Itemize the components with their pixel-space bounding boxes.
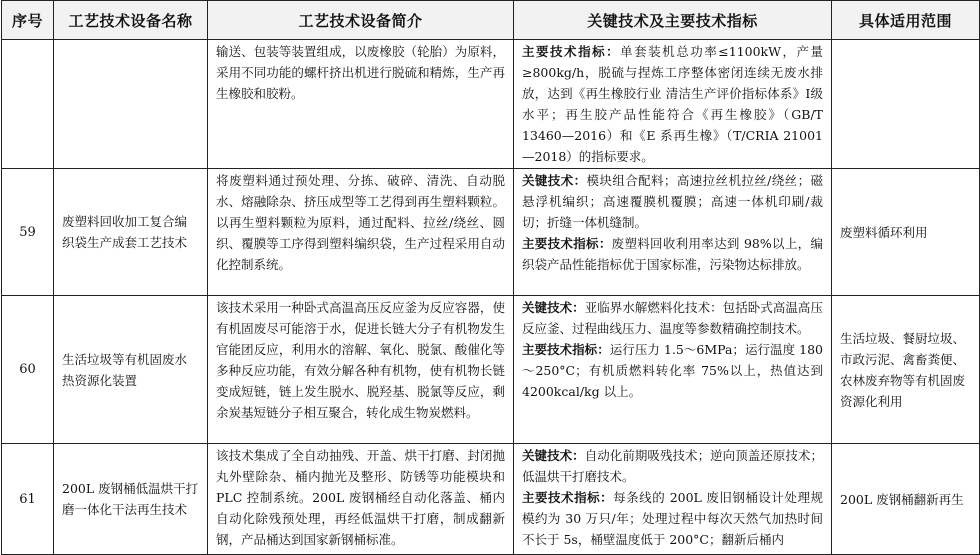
row-key-tech: [514, 444, 832, 555]
row-number: 60: [2, 296, 54, 444]
row-key-tech: [514, 296, 832, 444]
key-text: 自动化前期吸残技术；逆向顶盖还原技术；低温烘干打磨技术。: [522, 448, 823, 484]
table-row: [2, 169, 980, 296]
header-intro: 工艺技术设备简介: [208, 1, 514, 40]
key-label: 主要技术指标：: [522, 490, 614, 505]
key-text: 单套装机总功率≤1100kW，产量≥800kg/h，脱硫与捏炼工序整体密闭连续无废水排放，达到《再生橡胶行业 清洁生产评价指标体系》Ⅰ级水平；再生胶产品性能符合《再生橡胶》（GB/T 13460—2016）和《E 系再生橡》（T/CRIA 21001—2018）的指标要求。: [522, 44, 823, 164]
key-paragraph: [522, 170, 823, 233]
header-key-tech: 关键技术及主要技术指标: [514, 1, 832, 40]
key-paragraph: [522, 41, 823, 167]
row-scope: 废塑料循环利用: [832, 169, 980, 296]
table-row: [2, 444, 980, 555]
row-number: [2, 40, 54, 169]
row-name: 生活垃圾等有机固废水热资源化装置: [54, 296, 208, 444]
key-text: 废塑料回收利用率达到 98%以上，编织袋产品性能指标优于国家标准，污染物达标排放。: [522, 236, 823, 272]
table-row: [2, 40, 980, 169]
key-text: 亚临界水解燃料化技术：包括卧式高温高压反应釜、过程曲线压力、温度等参数精确控制技术。: [522, 300, 823, 336]
key-paragraph: [522, 233, 823, 275]
key-label: 关键技术：: [522, 448, 585, 463]
row-key-tech: [514, 169, 832, 296]
key-label: 关键技术：: [522, 173, 587, 188]
row-name: 废塑料回收加工复合编织袋生产成套工艺技术: [54, 169, 208, 296]
key-text: 运行压力 1.5～6MPa；运行温度 180～250°C；有机质燃料转化率 75%以上，热值达到 4200kcal/kg 以上。: [522, 342, 823, 399]
key-label: 主要技术指标：: [522, 44, 621, 59]
header-scope: 具体适用范围: [832, 1, 980, 40]
key-text: 模块组合配料；高速拉丝机拉丝/绕丝；磁悬浮机编织；高速覆膜机覆膜；高速一体机印刷/裁切；折缝一体机缝制。: [522, 173, 823, 230]
key-label: 主要技术指标：: [522, 342, 610, 357]
row-name: 200L 废钢桶低温烘干打磨一体化干法再生技术: [54, 444, 208, 555]
row-intro: 该技术采用一种卧式高温高压反应釜为反应容器，使有机固废尽可能溶于水，促进长链大分子有机物发生官能团反应，利用水的溶解、氧化、脱氯、酸催化等多种反应功能，有效分解各种有机物，使有机物长链变成短链，链上发生脱水、脱羟基、脱氯等反应，剩余炭基短链分子相互聚合，转化成生物炭燃料。: [208, 296, 514, 444]
process-technology-table: [1, 0, 980, 555]
key-label: 关键技术：: [522, 300, 585, 315]
header-number: 序号: [2, 1, 54, 40]
row-name: [54, 40, 208, 169]
row-scope: 200L 废钢桶翻新再生: [832, 444, 980, 555]
key-label: 主要技术指标：: [522, 236, 612, 251]
header-name: 工艺技术设备名称: [54, 1, 208, 40]
row-scope: [832, 40, 980, 169]
row-intro: 输送、包装等装置组成，以废橡胶（轮胎）为原料，采用不同功能的螺杆挤出机进行脱硫和精炼，生产再生橡胶和胶粉。: [208, 40, 514, 169]
key-paragraph: [522, 297, 823, 339]
row-scope: 生活垃圾、餐厨垃圾、市政污泥、禽畜粪便、农林废弃物等有机固废资源化利用: [832, 296, 980, 444]
row-key-tech: [514, 40, 832, 169]
table-row: [2, 296, 980, 444]
row-number: 61: [2, 444, 54, 555]
row-intro: 将废塑料通过预处理、分拣、破碎、清洗、自动脱水、熔融除杂、挤压成型等工艺得到再生塑料颗粒。以再生塑料颗粒为原料，通过配料、拉丝/绕丝、圆织、覆膜等工序得到塑料编织袋，生产过程采用自动化控制系统。: [208, 169, 514, 296]
key-paragraph: [522, 445, 823, 487]
key-paragraph: [522, 487, 823, 550]
row-intro: 该技术集成了全自动抽残、开盖、烘干打磨、封闭抛丸外壁除杂、桶内抛光及整形、防锈等功能模块和 PLC 控制系统。200L 废钢桶经自动化落盖、桶内自动化除残预处理，再经低温烘干打磨，制成翻新钢，产品桶达到国家新钢桶标准。: [208, 444, 514, 555]
table-header-row: [2, 1, 980, 40]
key-paragraph: [522, 339, 823, 402]
row-number: 59: [2, 169, 54, 296]
key-text: 每条线的 200L 废旧钢桶设计处理规模约为 30 万只/年；处理过程中每次天然气加热时间不长于 5s，桶壁温度低于 200°C；翻新后桶内: [522, 490, 823, 547]
